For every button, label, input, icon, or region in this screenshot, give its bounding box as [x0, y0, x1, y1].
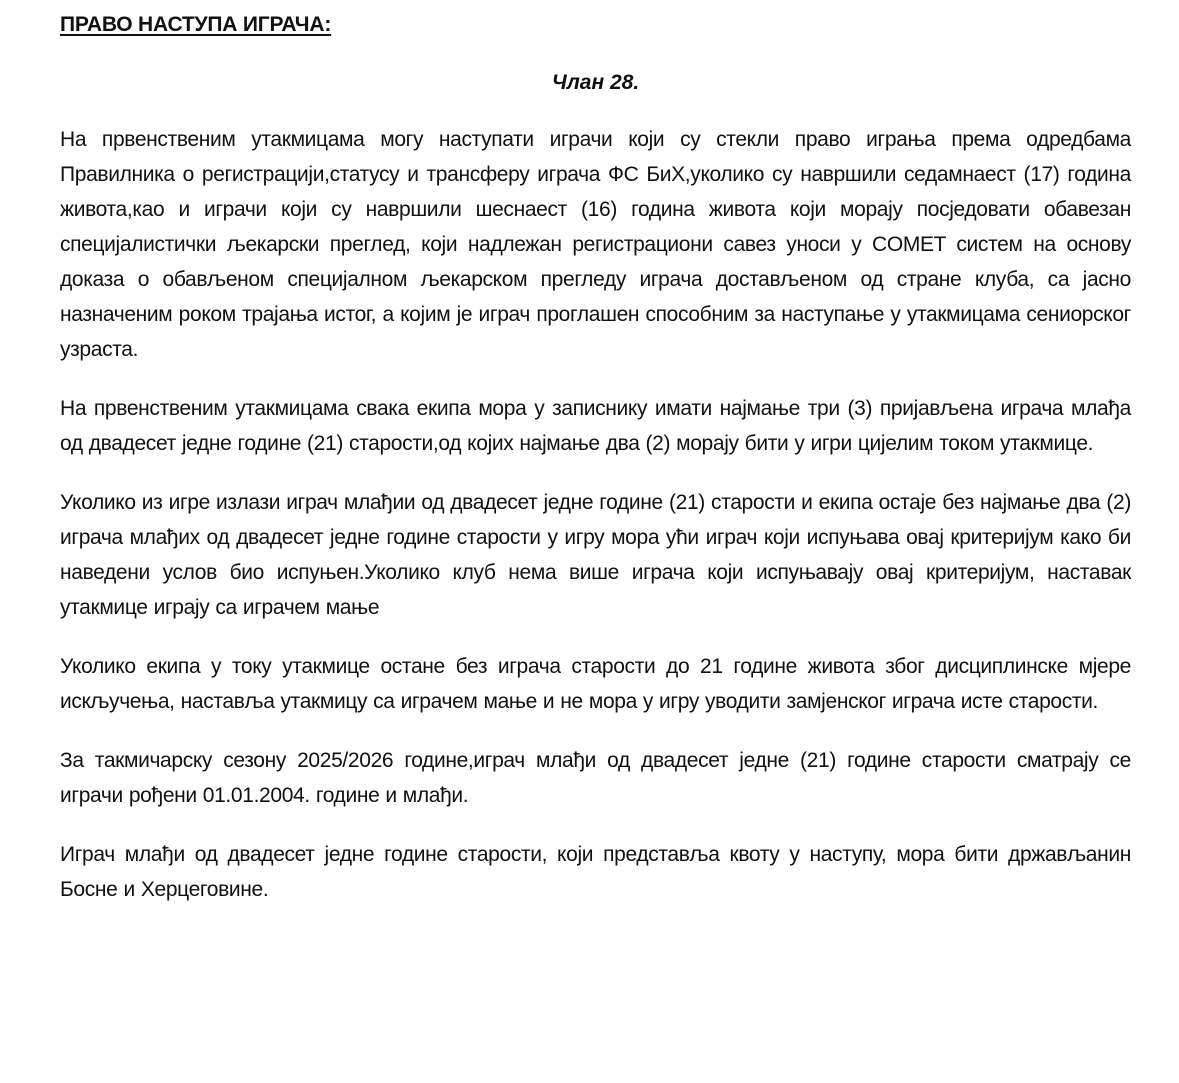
paragraph-substitution-rule: Уколико из игре излази играч млађии од двадесет једне године (21) старости и екипа остаје без најмање два (2) играча млађих од двадесет једне године старости у игру мора ући играч који испуњава овај критеријум како би наведени услов био испуњен.Уколико клуб нема више играча који испуњавају овај критеријум, наставак утакмице играју са играчем мање: [60, 491, 1131, 619]
paragraph-youth-quota: На првенственим утакмицама свака екипа мора у записнику имати најмање три (3) пријављена играча млађа од двадесет једне године (21) старости,од којих најмање два (2) морају бити у игри цијелим током утакмице.: [60, 397, 1131, 455]
paragraph-eligibility: На првенственим утакмицама могу наступати играчи који су стекли право играња према одредбама Правилника о регистрацији,статусу и трансферу играча ФС БиХ,уколико су навршили седамнаест (17) година живота,као и играчи који су навршили шеснаест (16) година живота који морају посједовати обавезан специјалистички љекарски преглед, који надлежан регистрациони савез уноси у COMET систем на основу доказа о обављеном специјалном љекарском прегледу играча достављеном од стране клуба, са јасно назначеним роком трајања истог, а којим је играч проглашен способним за наступање у утакмицама сениорског узраста.: [60, 128, 1131, 361]
paragraph-citizenship: Играч млађи од двадесет једне године старости, који представља квоту у наступу, мора бити држављанин Босне и Херцеговине.: [60, 843, 1131, 901]
paragraph-disciplinary-exception: Уколико екипа у току утакмице остане без играча старости до 21 године живота због дисциплинске мјере искључења, наставља утакмицу са играчем мање и не мора у игру уводити замјенског играча исте старости.: [60, 655, 1131, 713]
section-title: ПРАВО НАСТУПА ИГРАЧА:: [60, 13, 332, 36]
article-number: Члан 28.: [551, 71, 640, 94]
paragraph-season-definition: За такмичарску сезону 2025/2026 године,играч млађи од двадесет једне (21) године старости сматрају се играчи рођени 01.01.2004. године и млађи.: [60, 749, 1131, 807]
document-page: [60, 10, 1131, 907]
